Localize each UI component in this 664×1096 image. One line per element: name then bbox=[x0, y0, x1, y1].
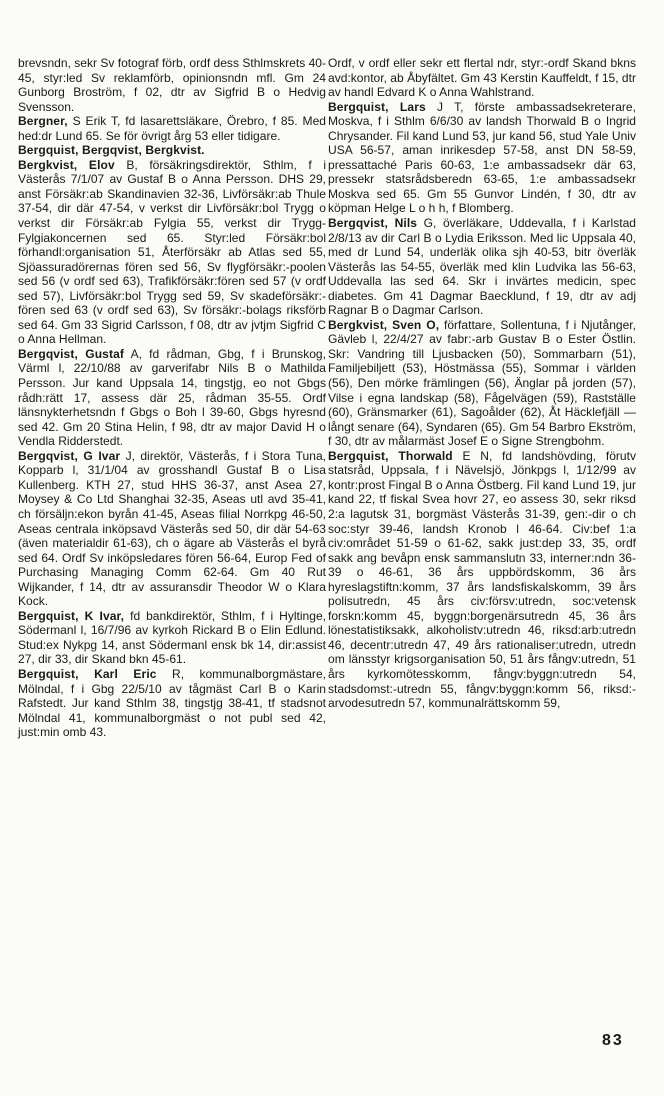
entry: Bergquist, Lars J T, förste ambassadsekreterare, Moskva, f i Sthlm 6/6/30 av landsh Thorwald B o Ingrid Chrysander. Fil kand Lund 53, jur kand 56, stud Yale Univ USA 56-57, aman inrikesdep 57-58, anst DN 58-59, pressattaché Paris 60-63, 1:e ambassadsekr där 63, pressekr statsrådsberedn 63-65, 1:e ambassadsekr Moskva sed 65. Gm 55 Gunvor Lindén, f 30, dtr av köpman Helge L o h h, f Blomberg. bbox=[328, 99, 636, 216]
entry-cross-reference: Bergquist, Bergqvist, Bergkvist. bbox=[18, 143, 205, 158]
entry: brevsndn, sekr Sv fotograf förb, ordf dess Sthlmskrets 40-45, styr:led Sv reklamförb, opinionsndn mfl. Gm 24 Gunborg Broström, f 02, dtr av Sigfrid B o Hedvig Svensson. bbox=[18, 56, 326, 114]
entry: Bergquist, K Ivar, fd bankdirektör, Sthlm, f i Hyltinge, Södermanl l, 16/7/96 av kyrkoh Rickard B o Elin Edlund. Stud:ex Nykpg 14, anst Södermanl ensk bk 14, dir:assist 27, dir 33, dir Skand bkn 45-61. bbox=[18, 608, 326, 667]
entry: Bergquist, Karl Eric R, kommunalborgmästare, Mölndal, f i Gbg 22/5/10 av tågmäst Carl B o Karin Rafstedt. Jur kand Sthlm 38, tingstjg 38-41, tf stadsnot Mölndal 41, kommunalborgmäst o not publ sed 42, just:min omb 43. bbox=[18, 666, 326, 740]
page-number: 83 bbox=[602, 1032, 624, 1049]
entry: Bergqvist, G Ivar J, direktör, Västerås, f i Stora Tuna, Kopparb l, 31/1/04 av grosshandl Gustaf B o Lisa Kullenberg. KTH 27, stud HHS 36-37, anst Asea 27, Moysey & Co Ltd Shanghai 32-35, Aseas utl avd 35-41, ch försäljn:ekon byrån 41-45, Aseas filial Norrkpg 46-50, Aseas centrala inköpsavd Västerås sed 50, dir där 54-63 (även materialdir 61-63), ch o ägare ab Västerås el byrå sed 64. Ordf Sv inköpsledares fören 56-64, Europ Fed of Purchasing Managing Comm 62-64. Gm 40 Rut Wijkander, f 14, dtr av assuransdir Theodor W o Klara Kock. bbox=[18, 448, 326, 609]
entry: Ordf, v ordf eller sekr ett flertal ndr, styr:-ordf Skand bkns avd:kontor, ab Åbyfältet. Gm 43 Kerstin Kauffeldt, f 15, dtr av handl Edvard K o Anna Wahlstrand. bbox=[328, 56, 636, 100]
entry: Bergquist, Thorwald E N, fd landshövding, förutv statsråd, Uppsala, f i Nävelsjö, Jönkpgs l, 1/12/99 av kontr:prost Fingal B o Anna Östberg. Fil kand Lund 19, jur kand 22, tf fiskal Svea hovr 27, eo assess 30, sekr riksd 2:a lagutsk 31, borgmäst Västerås 31-39, gen:-dir o ch soc:styr 39-46, landsh Kronob l 46-64. Civ:bef 1:a civ:området 51-59 o 61-62, sakk just:dep 33, 35, ordf sakk ang bevåpn ensk sammanslutn 33, interner:ndn 36-39 o 46-61, 36 års uppbördskomm, 36 års hyreslagstiftn:komm, 37 års landsfiskalskomm, 39 års polisutredn, 45 års civ:försv:utredn, soc:vetensk forskn:komm 45, byggn:borgenärsutredn 45, 36 års lönestatistiksakk, alkoholistv:utredn 46, riksd:arb:utredn 46, decentr:utredn 47, 49 års rationaliser:utredn, utredn om länsstyr krigsorganisation 50, 51 års fångv:utredn, 51 års kyrkomötesskomm, fångv:byggn:utredn 54, stadsdomst:-utredn 55, fångv:byggn:komm 56, riksd:-arvodesutredn 57, kommunalrättskomm 59, bbox=[328, 448, 637, 711]
entry: Bergqvist, Nils G, överläkare, Uddevalla, f i Karlstad 2/8/13 av dir Carl B o Lydia Eriksson. Med lic Uppsala 40, med dr Lund 54, underläk olika sjh 40-53, bitr överläk Västerås las 54-55, överläk med klin Ludvika las 56-63, Uddevalla las sed 64. Skr i invärtes medicin, spec diabetes. Gm 41 Dagmar Baecklund, f 19, dtr av adj Ragnar B o Dagmar Carlson. bbox=[328, 216, 636, 318]
entry: Bergkvist, Elov B, försäkringsdirektör, Sthlm, f i Västerås 7/1/07 av Gustaf B o Anna Persson. DHS 29, anst Försäkr:ab Skandinavien 32-36, Livförsäkr:ab Thule 37-54, dir där 47-54, v verkst dir Livförsäkr:bol Trygg o verkst dir Försäkr:ab Fylgia 55, verkst dir Trygg-Fylgiakoncernen sed 65. Styr:led Försäkr:bol förhandl:organisation 51, Återförsäkr ab Atlas sed 55, Sjöassuradörernas fören sed 56, Sv flygförsäkr:-poolen sed 56 (v ordf sed 63), Trafikförsäkr:fören sed 57 (v ordf sed 57), Livförsäkr:bol Trygg sed 59, Sv skadeförsäkr:-fören sed 63 (v ordf sed 63), Sv försäkr:-bolags riksförb sed 64. Gm 33 Sigrid Carlsson, f 08, dtr av jvtjm Sigfrid C o Anna Hellman. bbox=[18, 157, 326, 347]
entry: Bergkvist, Sven O, författare, Sollentuna, f i Njutånger, Gävleb l, 22/4/27 av fabr:-arb Gustav B o Ester Östlin. Skr: Vandring till Ljusbacken (50), Sommarbarn (51), Familjebiljett (53), Höstmässa (55), Sommar i världen (56), Den mörke främlingen (56), Änglar på jorden (57), Vilse i egna landskap (58), Fågelvägen (59), Rastställe (60), Gränsmarker (61), Sagoålder (62), Åt Häcklefjäll — långt senare (64), Syndaren (65). Gm 54 Barbro Ekström, f 30, dtr av målarmäst Josef E o Signe Strengbohm. bbox=[328, 317, 637, 449]
entry: Bergner, S Erik T, fd lasarettsläkare, Örebro, f 85. Med hed:dr Lund 65. Se för övrigt årg 53 eller tidigare. bbox=[18, 114, 326, 143]
right-column bbox=[328, 56, 636, 711]
entry: Bergqvist, Gustaf A, fd rådman, Gbg, f i Brunskog, Värml l, 22/10/88 av garverifabr Nils B o Mathilda Persson. Jur kand Uppsala 14, tingstjg, eo not Gbgs rådh:rätt 17, assess där 25, rådman 35-55. Ordf länsnykterhetsndn f Gbgs o Boh l 39-60, Gbgs hyresnd sed 42. Gm 20 Stina Helin, f 98, dtr av major David H o Vendla Ridderstedt. bbox=[18, 346, 326, 449]
left-column bbox=[18, 56, 326, 740]
